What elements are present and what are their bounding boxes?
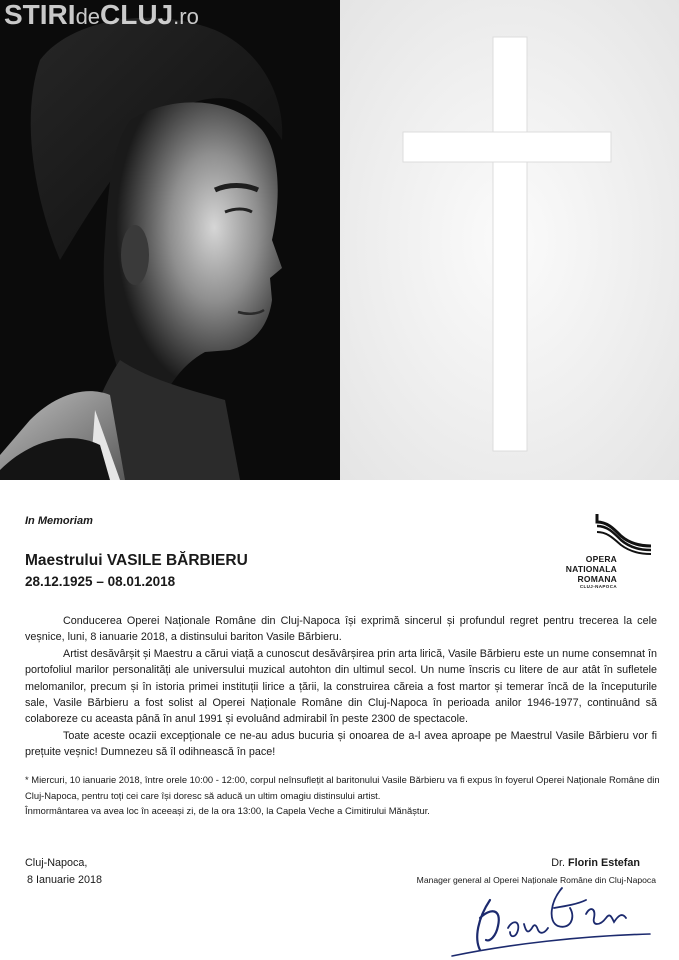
announcement-body: [25, 613, 657, 761]
portrait-illustration: [0, 0, 340, 480]
tribute-title: Maestrului VASILE BĂRBIERU: [25, 552, 248, 569]
signer-title: Manager general al Operei Naționale Române din Cluj-Napoca: [416, 875, 656, 885]
in-memoriam-label: In Memoriam: [25, 515, 93, 527]
date-label: 8 Ianuarie 2018: [27, 874, 103, 886]
cross-icon: [340, 0, 679, 480]
logo-line-romana: ROMANA: [577, 574, 617, 584]
signer-name: [390, 855, 660, 872]
opera-logo-text: [532, 554, 617, 590]
opera-wave-icon: [595, 512, 653, 556]
portrait-photo: [0, 0, 340, 480]
watermark-part-cluj: CLUJ: [100, 0, 174, 30]
place-and-date: [25, 855, 102, 889]
place-label: Cluj-Napoca,: [25, 857, 88, 869]
logo-line-nationala: NATIONALA: [565, 564, 617, 574]
logo-line-cluj: CLUJ-NAPOCA: [579, 584, 617, 589]
body-paragraph-2: Artist desăvârșit și Maestru a cărui viață a cunoscut desăvârșirea prin arta lirică, Vasile Bărbieru este un nume consemnat în portofoliul marilor personalități ale universului muzical autohton din ultimul secol. Un nume înscris cu litere de aur atât în sufletele melomanilor, precum și în istoria primei instituții lirice a țării, la construirea căreia a fost martor și temerar încă de la începuturile sale, Vasile Bărbieru a fost solist al Operei Naționale Române din Cluj-Napoca în perioada anilor 1946-1977, continuând să colaboreze cu aceasta până în anul 1991 și evoluând admirabil în peste 2300 de spectacole.: [25, 647, 657, 726]
cross-image: [340, 0, 679, 480]
tribute-dates: 28.12.1925 – 08.01.2018: [25, 574, 176, 589]
signer-prefix: Dr.: [551, 857, 565, 869]
watermark-part-ro: .ro: [173, 4, 199, 29]
body-paragraph-1: Conducerea Operei Naționale Române din Cluj-Napoca își exprimă sincerul și profundul regret pentru trecerea la cele veșnice, luni, 8 ianuarie 2018, a distinsului bariton Vasile Bărbieru.: [25, 615, 657, 644]
watermark-part-stiri: STIRI: [4, 0, 76, 30]
footnote-line-2: Înmormântarea va avea loc în aceeași zi, de la ora 13:00, la Capela Veche a Cimitirului Mănăștur.: [25, 805, 430, 817]
watermark-part-de: de: [75, 4, 101, 29]
footnote-line-1: * Miercuri, 10 ianuarie 2018, între orele 10:00 - 12:00, corpul neînsuflețit al baritonului Vasile Bărbieru va fi expus în foyerul Operei Naționale Române din Cluj-Napoca, pentru toți cei care își doresc să aducă un ultim omagiu distinsului artist.: [25, 774, 660, 801]
handwritten-signature: [450, 878, 655, 958]
signer-name-bold: Florin Estefan: [568, 857, 640, 869]
body-paragraph-3: Toate aceste ocazii excepționale ce ne-au adus bucuria și onoarea de a-l avea aproape pe Maestrul Vasile Bărbieru vor fi prețuite veșnic! Dumnezeu să îl odihnească în pace!: [25, 729, 657, 759]
signature-graphic: [450, 878, 655, 958]
opera-logo: [520, 512, 660, 594]
funeral-details: [25, 772, 665, 819]
site-watermark: [4, 0, 199, 30]
logo-line-opera: OPERA: [585, 554, 617, 564]
